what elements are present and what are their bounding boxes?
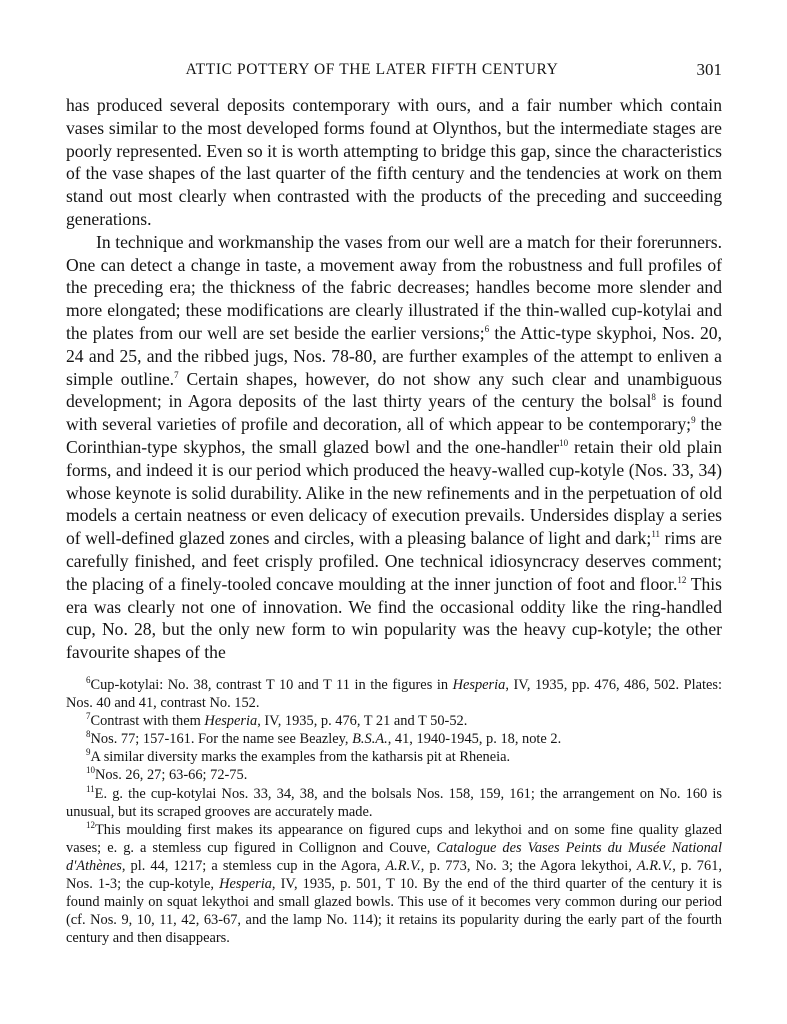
footnote-ref-11: 11 [651,529,660,540]
footnote-italic: Hesperia [204,713,258,730]
footnote-number: 6 [86,675,91,686]
footnote-text: , p. 761, Nos. 1-3; the cup-kotyle, [66,857,722,893]
footnote-number: 9 [86,747,91,758]
footnote-italic: B.S.A. [352,731,388,748]
paragraph-2-text: This era was clearly not one of innovation. We find the occasional oddity like the ring-handled cup, No. 28, but the only new form to win popularity was the heavy cup-kotyle; the other favourite shapes of the [66,573,723,663]
body-text [66,94,722,664]
footnote-text: , IV, 1935, pp. 476, 486, 502. Plates: Nos. 40 and 41, contrast No. 152. [66,677,722,712]
footnote-italic: Catalogue des Vases Peints du Musée National d'Athènes [66,839,723,874]
footnote-ref-10: 10 [559,438,569,449]
paragraph-2-text: is found with several varieties of profile and decoration, all of which appear to be contemporary; [66,391,722,435]
footnote-ref-8: 8 [651,392,656,403]
footnote-text: This moulding first makes its appearance on figured cups and lekythoi and on some fine quality glazed vases; e. g. a stemless cup figured in Collignon and Couve, [66,821,722,856]
footnote-6 [66,676,722,712]
footnote-text: Nos. 26, 27; 63-66; 72-75. [95,767,248,784]
footnote-text: Cup-kotylai: No. 38, contrast T 10 and T 11 in the figures in [90,677,453,693]
footnote-7 [66,712,722,730]
footnote-ref-12: 12 [677,574,687,585]
running-head [66,58,722,82]
footnote-12 [66,821,722,948]
footnote-ref-6: 6 [484,324,490,335]
footnote-number: 11 [86,783,95,794]
footnote-text: , IV, 1935, p. 501, T 10. By the end of the third quarter of the century it is found mainly on squat lekythoi and small glazed bowls. This use of it becomes very common during our period (cf. Nos. 9, 10, 11, 42, 63-67, and the lamp No. 114); it retains its popularity during the early part of the fourth century and then disappears. [66,876,723,947]
footnote-text: A similar diversity marks the examples from the katharsis pit at Rheneia. [90,749,511,766]
page-number: 301 [696,60,722,79]
footnote-11 [66,785,722,821]
paragraph-2-text: retain their old plain forms, and indeed it is our period which produced the heavy-walled cup-kotyle (Nos. 33, 34) whose keynote is solid durability. Alike in the new refinements and in the perpetuation of old models a certain neatness or even delicacy of execution prevails. Undersides display a series of well-defined glazed zones and circles, with a pleasing balance of light and dark; [66,436,722,549]
footnote-text: , pl. 44, 1217; a stemless cup in the Agora, [121,857,386,874]
paragraph-2-text: the Corinthian-type skyphos, the small glazed bowl and the one-handler [66,414,722,457]
footnote-8 [66,730,722,748]
footnote-number: 8 [86,729,91,740]
paragraph-2-text: Certain shapes, however, do not show any such clear and unambiguous development; in Agora deposits of the last thirty years of the century the bolsal [66,368,723,412]
footnote-text: Contrast with them [90,713,205,730]
paragraph-2-text: rims are carefully finished, and feet crisply profiled. One technical idiosyncracy deserves comment; the placing of a finely-tooled concave moulding at the inner junction of foot and floor. [66,528,722,594]
running-title: ATTIC POTTERY OF THE LATER FIFTH CENTURY [185,61,559,78]
footnote-italic: Hesperia [219,876,272,893]
footnote-text: , 41, 1940-1945, p. 18, note 2. [387,731,562,748]
footnote-10 [66,766,722,784]
footnote-number: 7 [86,711,91,722]
footnote-italic: A.R.V. [385,857,421,874]
footnote-text: , p. 773, No. 3; the Agora lekythoi, [420,857,637,874]
paragraph-2-text: the Attic-type skyphoi, Nos. 20, 24 and 25, and the ribbed jugs, Nos. 78-80, are further examples of the attempt to enliven a simple outline. [66,322,722,389]
footnote-number: 10 [86,765,95,776]
footnote-text: Nos. 77; 157-161. For the name see Beazley, [90,731,353,748]
footnote-ref-9: 9 [691,415,696,426]
paragraph-2-text: In technique and workmanship the vases from our well are a match for their forerunners. One can detect a change in taste, a movement away from the robustness and full profiles of the preceding era; the thickness of the fabric decreases; handles become more slender and more elongated; these modifications are clearly illustrated if the thin-walled cup-kotylai and the plates from our well are set beside the earlier versions; [66,231,722,343]
footnote-text: , IV, 1935, p. 476, T 21 and T 50-52. [257,713,468,730]
footnote-number: 12 [86,819,95,830]
footnote-text: E. g. the cup-kotylai Nos. 33, 34, 38, and the bolsals Nos. 158, 159, 161; the arrangement on No. 160 is unusual, but its scraped grooves are accurately made. [66,785,722,820]
footnote-9 [66,748,722,766]
footnotes [66,676,722,947]
paragraph-2 [66,231,722,664]
footnote-italic: Hesperia [452,677,506,693]
footnote-italic: A.R.V. [636,857,673,874]
footnote-ref-7: 7 [174,369,179,380]
paragraph-1: has produced several deposits contemporary with ours, and a fair number which contain vases similar to the most developed forms found at Olynthos, but the intermediate stages are poorly represented. Even so it is worth attempting to bridge this gap, since the characteristics of the vase shapes of the last quarter of the fifth century and the tendencies at work on them stand out most clearly when contrasted with the products of the preceding and succeeding generations. [66,95,722,229]
